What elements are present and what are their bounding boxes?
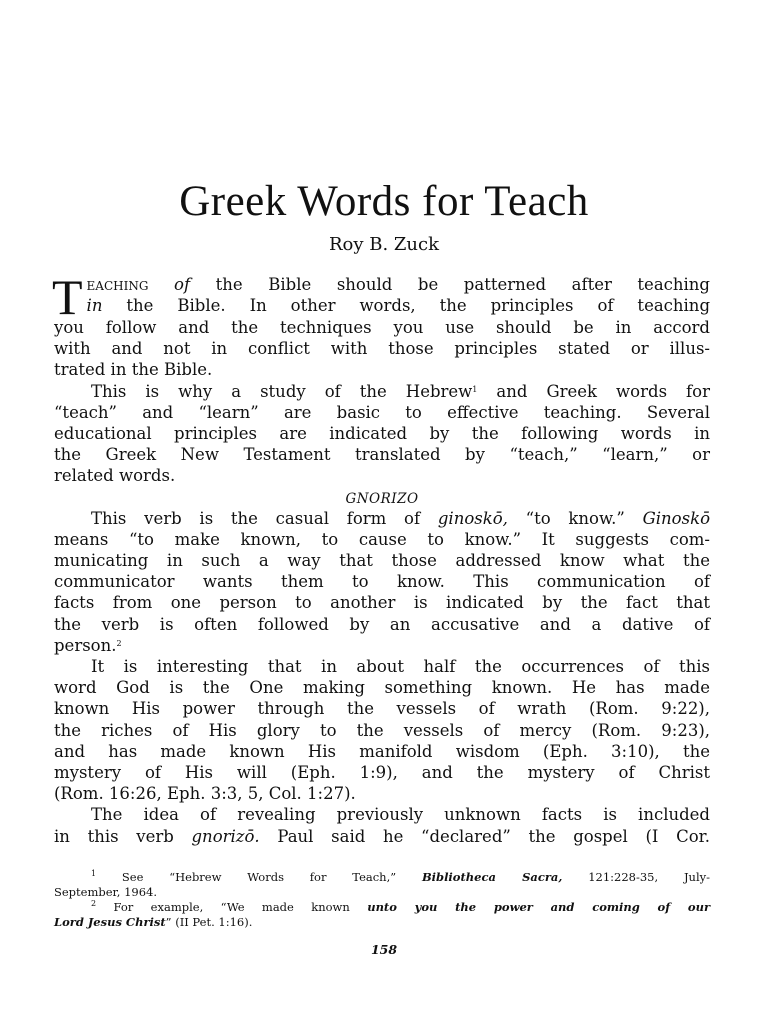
footnote-2: $^2$ For example, “We made known unto you the power and coming of our [91,899,711,914]
paragraph-4 [54,656,710,804]
text-line: “teach” and “learn” are basic to effective teaching. Several [54,402,710,422]
text-line: the verb is often followed by an accusative and a dative of [54,614,710,634]
text-line: with and not in conflict with those principles stated or illus- [54,339,710,359]
article-title: Greek Words for Teach [179,178,589,225]
text-line: the riches of His glory to the vessels of mercy (Rom. 9:23), [54,720,710,740]
paragraph-3 [54,508,710,656]
section-heading: GNORIZO [345,490,419,507]
text-line: you follow and the techniques you use should be in accord [54,318,710,337]
text-line: educational principles are indicated by the following words in [54,423,710,443]
text-line: means “to make known, to cause to know.” It suggests com- [54,529,710,549]
paragraph-1 [52,269,711,381]
text-line: in this verb gnorizō. Paul said he “declared” the gospel (I Cor. [54,826,710,846]
footnotes [54,870,710,930]
text-line: municating in such a way that those addressed know what the [54,551,710,571]
text-line: in the Bible. In other words, the principles of teaching [86,296,711,316]
text-line: and has made known His manifold wisdom (Eph. 3:10), the [54,741,710,761]
text-line: The idea of revealing previously unknown facts is included [91,805,710,825]
footnote-2-cont: Lord Jesus Christ” (II Pet. 1:16). [54,915,253,929]
text-line: person.$^2$ [54,635,122,655]
page-number: 158 [370,942,398,957]
text-line: eaching of the Bible should be patterned after teaching [86,275,710,294]
paragraph-5 [54,804,710,846]
text-line: the Greek New Testament translated by “teach,” “learn,” or [54,445,710,465]
text-line: mystery of His will (Eph. 1:9), and the mystery of Christ [54,762,710,782]
drop-cap: T [52,269,83,325]
footnote-ref-1: 1 [472,384,478,394]
article-body [52,269,711,847]
text-line: communicator wants them to know. This communication of [54,572,710,592]
text-line: known His power through the vessels of wrath (Rom. 9:22), [54,699,710,719]
paragraph-2 [54,381,710,487]
footnote-1: $^1$ See “Hebrew Words for Teach,” Bibliotheca Sacra, 121:228-35, July- [91,869,711,884]
text-line: This is why a study of the Hebrew$^1$ and Greek words for [91,381,710,401]
text-line: word God is the One making something known. He has made [54,678,710,698]
article-author: Roy B. Zuck [328,234,440,255]
text-line: trated in the Bible. [54,360,213,380]
text-line: related words. [54,466,176,486]
footnote-ref-2: 2 [116,638,122,648]
text-line: (Rom. 16:26, Eph. 3:3, 5, Col. 1:27). [54,784,356,804]
text-line: This verb is the casual form of ginoskō, “to know.” Ginoskō [91,508,711,528]
text-line: facts from one person to another is indicated by the fact that [54,593,710,613]
footnote-1-cont: September, 1964. [54,885,158,899]
text-line: It is interesting that in about half the occurrences of this [91,657,710,676]
